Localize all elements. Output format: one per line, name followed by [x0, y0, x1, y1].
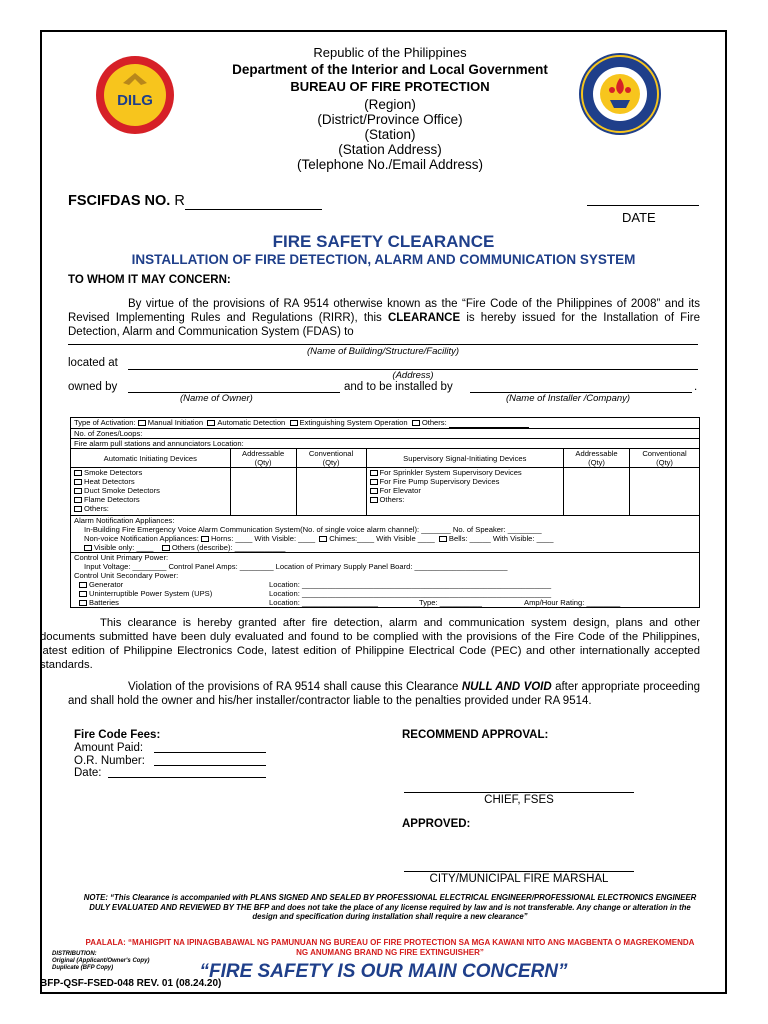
checkbox[interactable]: [412, 420, 420, 426]
fdas-details-table: [70, 417, 700, 608]
checkbox[interactable]: [319, 536, 327, 542]
installer-caption: (Name of Installer /Company): [506, 393, 631, 404]
checkbox[interactable]: [207, 420, 215, 426]
dilg-logo: [95, 55, 175, 135]
amount-paid-label: Amount Paid:: [74, 742, 144, 754]
district-line: (District/Province Office): [317, 112, 463, 127]
amount-paid-field[interactable]: [154, 752, 266, 753]
super-conventional-cell[interactable]: [630, 468, 700, 516]
owner-caption: (Name of Owner): [180, 393, 253, 404]
checkbox[interactable]: [84, 545, 92, 551]
date-label: DATE: [622, 210, 656, 225]
chief-signature-line[interactable]: [404, 792, 634, 793]
owned-label: owned by: [68, 381, 118, 393]
checkbox[interactable]: [74, 506, 82, 512]
checkbox[interactable]: [79, 591, 87, 597]
col-addressable-header: Addressable (Qty): [230, 449, 296, 468]
salutation: TO WHOM IT MAY CONCERN:: [68, 274, 231, 286]
republic-line: Republic of the Philippines: [313, 45, 467, 60]
granted-paragraph: This clearance is hereby granted after fire detection, alarm and communication system design, plans and other documents submitted have been duly evaluated and found to be complied with the provisions of the Fire Code of the Philippines, latest edition of Philippine Electronics Code, latest edition of Philippine Electrical Code (PEC) and other internationally accepted standards.: [40, 617, 700, 671]
bfp-seal: [578, 52, 662, 136]
auto-conventional-cell[interactable]: [296, 468, 366, 516]
violation-paragraph: Violation of the provisions of RA 9514 shall cause this Clearance NULL AND VOID after appropriate proceeding and shall hold the owner and his/her installer/contractor liable to the penalties provided under RA 9514.: [68, 681, 700, 707]
checkbox[interactable]: [201, 536, 209, 542]
approved-label: APPROVED:: [402, 818, 471, 830]
or-number-field[interactable]: [154, 765, 266, 766]
marshal-signature-line[interactable]: [404, 871, 634, 872]
fees-title: Fire Code Fees:: [74, 729, 161, 741]
building-line[interactable]: [68, 344, 698, 345]
super-addressable-cell[interactable]: [564, 468, 630, 516]
svg-text:DILG: DILG: [117, 92, 153, 109]
clearance-title: FIRE SAFETY CLEARANCE: [272, 232, 495, 251]
checkbox[interactable]: [370, 488, 378, 494]
auto-addressable-cell[interactable]: [230, 468, 296, 516]
fee-date-field[interactable]: [108, 777, 266, 778]
fscifdas-number: FSCIFDAS NO. R: [68, 193, 322, 210]
checkbox[interactable]: [439, 536, 447, 542]
pull-stations-row: Fire alarm pull stations and annunciators Location:: [71, 439, 700, 449]
station-line: (Station): [364, 127, 416, 142]
station-address-line: (Station Address): [338, 142, 442, 157]
checkbox[interactable]: [74, 479, 82, 485]
activation-row: Type of Activation: Manual Initiation Automatic Detection Extinguishing System Operation Others:: [71, 418, 700, 429]
col-addressable-header-2: Addressable (Qty): [564, 449, 630, 468]
or-number-label: O.R. Number:: [74, 755, 145, 767]
building-caption: (Name of Building/Structure/Facility): [306, 346, 460, 357]
checkbox[interactable]: [138, 420, 146, 426]
checkbox[interactable]: [74, 488, 82, 494]
checkbox[interactable]: [79, 582, 87, 588]
installed-label: and to be installed by: [344, 381, 453, 393]
col-auto-header: Automatic Initiating Devices: [71, 449, 231, 468]
date-line[interactable]: [587, 205, 699, 206]
checkbox[interactable]: [370, 479, 378, 485]
recommend-approval-label: RECOMMEND APPROVAL:: [402, 729, 549, 741]
col-supervisory-header: Supervisory Signal-Initiating Devices: [366, 449, 564, 468]
department-name: Department of the Interior and Local Government: [232, 62, 548, 77]
clearance-note: NOTE: “This Clearance is accompanied with PLANS SIGNED AND SEALED BY PROFESSIONAL ELECTRICAL ENGINEER/PROFESSIONAL ELECTRONICS ENGINEER DULY EVALUATED AND REVIEWED BY THE BFP and does not take the place of any license required by law and is not transferable. Any change or alteration in the design and specification during installation shall require a new clearance”: [83, 893, 697, 922]
checkbox[interactable]: [370, 470, 378, 476]
fee-date-label: Date:: [74, 767, 102, 779]
power-row: Control Unit Primary Power: Input Voltage: ________ Control Panel Amps: ________ Location of Primary Supply Panel Board: ______________________ Control Unit Secondary Power: Generator Location: ___________________________________________________________ Uninterruptible Power System (UPS) Location: ___________________________________________________________ Batteries Location: __________________ Type: __________ Amp/Hour Rating: ________: [71, 553, 700, 608]
form-number: BFP-QSF-FSED-048 REV. 01 (08.24.20): [40, 978, 222, 989]
bureau-name: BUREAU OF FIRE PROTECTION: [290, 79, 490, 94]
checkbox[interactable]: [290, 420, 298, 426]
checkbox[interactable]: [162, 545, 170, 551]
col-conventional-header-2: Conventional (Qty): [630, 449, 700, 468]
contact-line: (Telephone No./Email Address): [296, 157, 484, 172]
checkbox[interactable]: [79, 600, 87, 606]
supervisory-devices-list: For Sprinkler System Supervisory Devices For Fire Pump Supervisory Devices For Elevator Others:: [366, 468, 564, 516]
checkbox[interactable]: [74, 470, 82, 476]
zones-row: No. of Zones/Loops:: [71, 429, 700, 439]
period: .: [694, 381, 698, 393]
region-line: (Region): [364, 97, 416, 112]
intro-paragraph: By virtue of the provisions of RA 9514 otherwise known as the “Fire Code of the Philippines of 2008” and its Revised Implementing Rules and Regulations (RIRR), this CLEARANCE is hereby issued for the Installation of Fire Detection, Alarm and Communication System (FDAS) to: [68, 298, 700, 338]
alarm-appliances-row: Alarm Notification Appliances: In-Building Fire Emergency Voice Alarm Communication System(No. of single voice alarm channel): _______ No. of Speaker: ________ Non-voice Notification Appliances: Horns: ____ With Visible: ____ Chimes:____ With Visible ____ Bells: _____ With Visible: ____ Visible only: ____ Others (describe): ____________: [71, 516, 700, 553]
auto-devices-list: Smoke Detectors Heat Detectors Duct Smoke Detectors Flame Detectors Others:: [71, 468, 231, 516]
motto: “FIRE SAFETY IS OUR MAIN CONCERN”: [199, 961, 568, 982]
checkbox[interactable]: [370, 497, 378, 503]
address-caption: (Address): [392, 370, 434, 381]
clearance-subtitle: INSTALLATION OF FIRE DETECTION, ALARM AND COMMUNICATION SYSTEM: [131, 252, 636, 267]
distribution-list: DISTRIBUTION: Original (Applicant/Owner's Copy) Duplicate (BFP Copy): [52, 951, 150, 972]
checkbox[interactable]: [74, 497, 82, 503]
paalala-notice: PAALALA: “MAHIGPIT NA IPINAGBABAWAL NG PAMUNUAN NG BUREAU OF FIRE PROTECTION SA MGA KAWANI NITO ANG MAGBENTA O MAGREKOMENDA NG ANUMANG BRAND NG FIRE EXTINGUISHER”: [85, 938, 695, 957]
chief-title: CHIEF, FSES: [484, 794, 554, 806]
col-conventional-header: Conventional (Qty): [296, 449, 366, 468]
marshal-title: CITY/MUNICIPAL FIRE MARSHAL: [429, 873, 609, 885]
located-label: located at: [68, 357, 118, 369]
